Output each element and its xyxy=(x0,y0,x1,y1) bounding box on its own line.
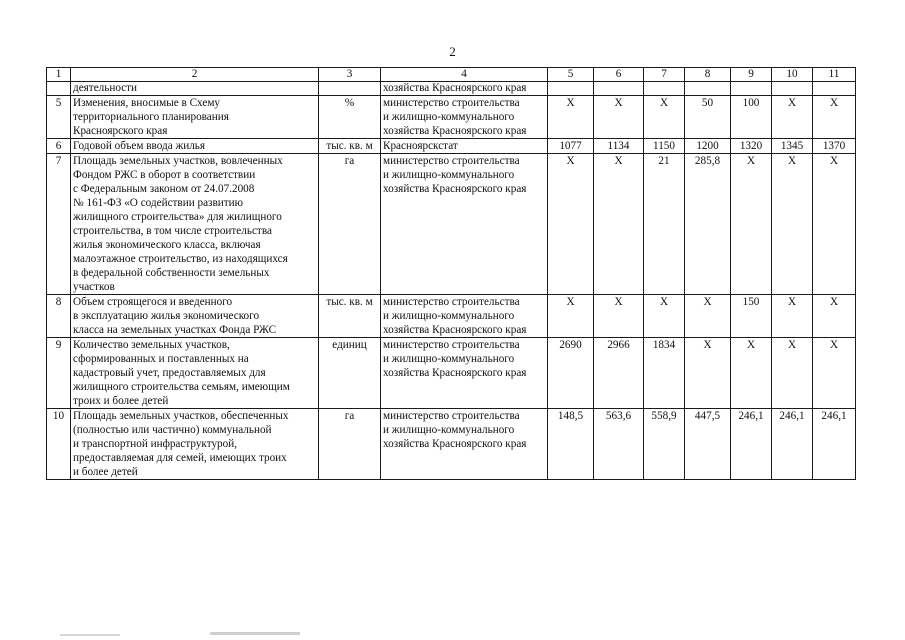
responsible-org-text: министерство строительства и жилищно-коммунального хозяйства Красноярского края xyxy=(383,296,527,336)
row-number: 6 xyxy=(47,139,71,154)
responsible-org xyxy=(381,338,548,409)
value-cell xyxy=(731,82,772,96)
row-number: 7 xyxy=(47,154,71,295)
value-cell: 563,6 xyxy=(594,409,644,480)
table-row xyxy=(47,82,856,96)
indicator-name-text: Объем строящегося и введенного в эксплуатацию жилья экономического класса на земельных участках Фонда РЖС xyxy=(73,296,277,336)
value-cell: X xyxy=(772,154,813,295)
value-cell: X xyxy=(731,154,772,295)
scan-mark xyxy=(60,634,120,636)
value-cell: 1834 xyxy=(644,338,685,409)
value-cell: 285,8 xyxy=(685,154,731,295)
value-cell: X xyxy=(813,96,856,139)
value-cell: 1320 xyxy=(731,139,772,154)
value-cell: 2690 xyxy=(548,338,594,409)
responsible-org-text: министерство строительства и жилищно-коммунального хозяйства Красноярского края xyxy=(383,410,527,450)
value-cell xyxy=(685,82,731,96)
value-cell: 447,5 xyxy=(685,409,731,480)
indicator-name xyxy=(71,338,319,409)
value-cell: 1134 xyxy=(594,139,644,154)
header-row xyxy=(47,68,856,82)
column-header: 2 xyxy=(71,68,319,82)
responsible-org: Красноярскстат xyxy=(381,139,548,154)
value-cell: 246,1 xyxy=(813,409,856,480)
value-cell: 1150 xyxy=(644,139,685,154)
column-header: 8 xyxy=(685,68,731,82)
value-cell: 1200 xyxy=(685,139,731,154)
responsible-org-text: министерство строительства и жилищно-коммунального хозяйства Красноярского края xyxy=(383,339,527,379)
value-cell: 50 xyxy=(685,96,731,139)
unit: га xyxy=(319,409,381,480)
column-header: 1 xyxy=(47,68,71,82)
value-cell xyxy=(772,82,813,96)
value-cell: 1345 xyxy=(772,139,813,154)
responsible-org xyxy=(381,409,548,480)
value-cell: X xyxy=(548,154,594,295)
indicator-name: деятельности xyxy=(71,82,319,96)
responsible-org-text: министерство строительства и жилищно-коммунального хозяйства Красноярского края xyxy=(383,97,527,137)
value-cell: X xyxy=(685,295,731,338)
table-row xyxy=(47,295,856,338)
indicator-name: Годовой объем ввода жилья xyxy=(71,139,319,154)
column-header: 7 xyxy=(644,68,685,82)
column-header: 4 xyxy=(381,68,548,82)
column-header: 5 xyxy=(548,68,594,82)
value-cell: 2966 xyxy=(594,338,644,409)
value-cell: 246,1 xyxy=(772,409,813,480)
indicator-name-text: Изменения, вносимые в Схему территориального планирования Красноярского края xyxy=(73,97,229,137)
value-cell: X xyxy=(813,154,856,295)
value-cell: 148,5 xyxy=(548,409,594,480)
unit: % xyxy=(319,96,381,139)
value-cell: X xyxy=(548,295,594,338)
value-cell xyxy=(644,82,685,96)
responsible-org xyxy=(381,295,548,338)
indicators-table xyxy=(46,67,856,480)
column-header: 9 xyxy=(731,68,772,82)
value-cell: X xyxy=(731,338,772,409)
page-number: 2 xyxy=(449,44,456,59)
column-header: 6 xyxy=(594,68,644,82)
indicator-name xyxy=(71,96,319,139)
value-cell: X xyxy=(772,295,813,338)
value-cell: X xyxy=(644,295,685,338)
scan-mark xyxy=(210,632,300,635)
value-cell: X xyxy=(772,96,813,139)
scan-artifacts xyxy=(0,630,905,640)
unit: га xyxy=(319,154,381,295)
value-cell: 21 xyxy=(644,154,685,295)
value-cell xyxy=(548,82,594,96)
indicator-name xyxy=(71,409,319,480)
value-cell xyxy=(813,82,856,96)
value-cell: 100 xyxy=(731,96,772,139)
column-header: 10 xyxy=(772,68,813,82)
value-cell: 1370 xyxy=(813,139,856,154)
value-cell: X xyxy=(594,154,644,295)
unit: тыс. кв. м xyxy=(319,295,381,338)
value-cell: 246,1 xyxy=(731,409,772,480)
column-header: 3 xyxy=(319,68,381,82)
value-cell: 558,9 xyxy=(644,409,685,480)
row-number: 9 xyxy=(47,338,71,409)
value-cell: X xyxy=(772,338,813,409)
value-cell: 1077 xyxy=(548,139,594,154)
unit: тыс. кв. м xyxy=(319,139,381,154)
value-cell xyxy=(594,82,644,96)
value-cell: 150 xyxy=(731,295,772,338)
responsible-org xyxy=(381,96,548,139)
value-cell: X xyxy=(644,96,685,139)
value-cell: X xyxy=(813,295,856,338)
table-row xyxy=(47,139,856,154)
value-cell: X xyxy=(594,96,644,139)
value-cell: X xyxy=(594,295,644,338)
value-cell: X xyxy=(813,338,856,409)
indicator-name xyxy=(71,154,319,295)
row-number: 10 xyxy=(47,409,71,480)
unit: единиц xyxy=(319,338,381,409)
table-row xyxy=(47,154,856,295)
row-number xyxy=(47,82,71,96)
value-cell: X xyxy=(548,96,594,139)
responsible-org: хозяйства Красноярского края xyxy=(381,82,548,96)
table-row xyxy=(47,96,856,139)
table-row xyxy=(47,409,856,480)
row-number: 8 xyxy=(47,295,71,338)
indicator-name-text: Площадь земельных участков, обеспеченных (полностью или частично) коммунальной и транспортной инфраструктурой, предоставляемая для семей, имеющих троих и более детей xyxy=(73,410,289,478)
indicator-name-text: Количество земельных участков, сформированных и поставленных на кадастровый учет, предоставляемых для жилищного строительства семьям, имеющим троих и более детей xyxy=(73,339,290,407)
column-header: 11 xyxy=(813,68,856,82)
row-number: 5 xyxy=(47,96,71,139)
table-row xyxy=(47,338,856,409)
unit xyxy=(319,82,381,96)
responsible-org xyxy=(381,154,548,295)
indicator-name-text: Площадь земельных участков, вовлеченных Фондом РЖС в оборот в соответствии с Федеральным законом от 24.07.2008 № 161-ФЗ «О содействии развитию жилищного строительства» для жилищного строительства, в том числе строительства жилья экономического класса, включая малоэтажное строительство, из находящихся в федеральной собственности земельных участков xyxy=(73,155,288,293)
value-cell: X xyxy=(685,338,731,409)
indicator-name xyxy=(71,295,319,338)
responsible-org-text: министерство строительства и жилищно-коммунального хозяйства Красноярского края xyxy=(383,155,527,195)
